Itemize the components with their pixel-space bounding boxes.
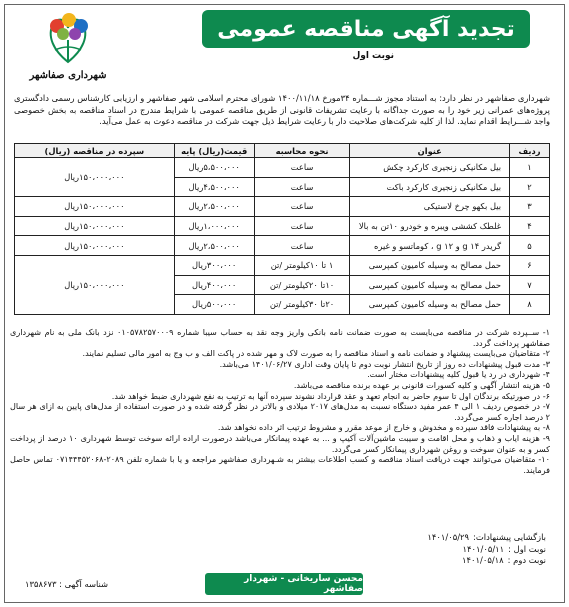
- row-deposit: ۱۵۰،۰۰۰،۰۰۰ریال: [15, 236, 175, 256]
- edition-label: نوبت اول: [352, 51, 394, 61]
- dates-block: [427, 532, 546, 567]
- col-method: نحوه محاسبه: [254, 144, 350, 158]
- row-number: ۶: [510, 255, 550, 275]
- second-edition-date: [427, 555, 546, 567]
- table-row: [15, 197, 550, 217]
- second-edition-label: نوبت دوم :: [507, 555, 546, 566]
- table-row: [15, 236, 550, 256]
- row-number: ۲: [510, 177, 550, 197]
- opening-date: [427, 532, 546, 544]
- conditions-list: [10, 327, 550, 475]
- col-deposit: سپرده در مناقصه (ریال): [15, 144, 175, 158]
- row-number: ۸: [510, 295, 550, 315]
- ad-header: [5, 5, 564, 89]
- row-method: ساعت: [254, 177, 350, 197]
- ad-code: شناسه آگهی : ۱۳۵۸۶۷۳: [25, 579, 109, 589]
- row-title: غلطک کششی ویبره و خودرو ۱۰تن به بالا: [350, 216, 510, 236]
- condition-item: ۹- هزینه ایاب و ذهاب و محل اقامت و سیبت ماشین‌آلات آکیپ و ... به عهده پیمانکار می‌باشد درصورت اراده ارائه سوخت توسط شهرداری ۱۰ درصد از پرداخت کسر و به عنوان سوخت و روغن شهرداری پیمانکار کسر می‌گردد.: [10, 432, 550, 454]
- municipality-logo: [27, 10, 109, 90]
- condition-item: ۳- مدت قبول پیشنهادات ده روز از تاریخ انتشار نوبت دوم تا پایان وقت اداری ۱۴۰۱/۰۶/۲۷ می‌باشد.: [219, 358, 550, 369]
- col-row: ردیف: [510, 144, 550, 158]
- ad-title: تجدید آگهی مناقصه عمومی: [202, 10, 530, 48]
- row-price: ۳۰۰،۰۰۰ریال: [174, 255, 254, 275]
- first-edition-value: ۱۴۰۱/۰۵/۱۱: [462, 543, 505, 554]
- condition-item: ۵- هزینه انتشار آگهی و کلیه کسورات قانونی بر عهده برنده مناقصه می‌باشد.: [293, 379, 550, 390]
- row-title: حمل مصالح به وسیله کامیون کمپرسی: [350, 275, 510, 295]
- row-price: ۴،۵۰۰،۰۰۰ریال: [174, 177, 254, 197]
- row-price: ۵،۵۰۰،۰۰۰ریال: [174, 158, 254, 178]
- col-price: قیمت(ریال) پایه: [174, 144, 254, 158]
- row-deposit: ۱۵۰،۰۰۰،۰۰۰ریال: [15, 255, 175, 314]
- row-price: ۲،۵۰۰،۰۰۰ریال: [174, 236, 254, 256]
- row-price: ۱،۰۰۰،۰۰۰ریال: [174, 216, 254, 236]
- row-method: ۱۰تا ۲۰کیلومتر /تن: [254, 275, 350, 295]
- condition-item: ۷- در خصوص ردیف ۱ الی ۴ عمر مفید دستگاه نسبت به مدل‌های ۲۰۱۷ میلادی و بالاتر در نظر گرفته شده و در صورت استفاده از مدل‌های پایین به ازای هر سال ۲ درصد اجاره کسر می‌گردد.: [10, 401, 551, 422]
- row-number: ۳: [510, 197, 550, 217]
- logo-text: شهرداری صفاشهر: [29, 70, 107, 81]
- row-number: ۷: [510, 275, 550, 295]
- row-title: حمل مصالح به وسیله کامیون کمپرسی: [350, 255, 510, 275]
- row-method: ۲۰تا ۳۰کیلومتر /تن: [254, 295, 350, 315]
- row-number: ۵: [510, 236, 550, 256]
- row-title: بیل مکانیکی زنجیری کارکرد باکت: [350, 177, 510, 197]
- condition-item: ۴- شهرداری در رد یا قبول کلیه پیشنهادات مختار است.: [367, 369, 550, 380]
- intro-paragraph: شهرداری صفاشهر در نظر دارد: به استناد مجوز شـــماره ۳۴مورخ ۱۴۰۰/۱۱/۱۸ شورای محترم اسلامی شهر صفاشهر و ارزیابی کارشناس رسمی دادگستری پروژه‌های عمرانی زیر خود را به صورت جداگانه با رعایت تشریفات قانونی از طریق مناقصه عمومی با شرایط مندرج در اسناد مناقصه به بخش خصوصی واجد شـــرایط اقدام نماید. لذا از کلیه شرکت‌های صلاحیت دار با رعایت شرایط ذیل جهت شرکت در مناقصه دعوت به عمل می‌آید.: [14, 93, 550, 127]
- mayor-signature: محسن ساریخانی - شهردار صفاشهر: [205, 573, 363, 595]
- table-row: [15, 216, 550, 236]
- row-method: ساعت: [254, 158, 350, 178]
- row-method: ۱ تا ۱۰کیلومتر /تن: [254, 255, 350, 275]
- row-deposit: ۱۵۰،۰۰۰،۰۰۰ریال: [15, 197, 175, 217]
- row-number: ۴: [510, 216, 550, 236]
- condition-item: ۲- متقاضیان می‌بایست پیشنهاد و ضمانت نامه و اسناد مناقصه را به صورت لاک و مهر شده در پاکت الف و ب وج به امور مالی تسلیم نمایند.: [82, 348, 550, 359]
- opening-date-label: بازگشایی پیشنهادات:: [473, 532, 546, 542]
- second-edition-value: ۱۴۰۱/۰۵/۱۸: [462, 555, 504, 566]
- row-method: ساعت: [254, 197, 350, 217]
- row-title: گریدر ۱۴ g و ۱۲ g ، کوماتسو و غیره: [350, 236, 510, 256]
- row-price: ۴۰۰،۰۰۰ریال: [174, 275, 254, 295]
- advertisement: [4, 4, 565, 603]
- row-deposit: ۱۵۰،۰۰۰،۰۰۰ریال: [15, 216, 175, 236]
- row-method: ساعت: [254, 216, 350, 236]
- table-row: [15, 158, 550, 178]
- condition-item: ۱۰- متقاضیان می‌توانند جهت دریافت اسناد مناقصه و کسب اطلاعات بیشتر به شـهرداری صفاشهر مراجعه و یا با شماره تلفن ۲۰۸۹-۰۷۱۴۴۴۵۲۰۶۸ تماس حاصل فرمایند.: [10, 454, 550, 475]
- row-title: بیل بکهو چرخ لاستیکی: [350, 197, 510, 217]
- row-price: ۵۰۰،۰۰۰ریال: [174, 295, 254, 315]
- col-title: عنوان: [350, 144, 510, 158]
- opening-date-value: ۱۴۰۱/۰۵/۲۹: [427, 532, 470, 542]
- condition-item: ۶- در صورتیکه برندگان اول تا سوم حاضر به انجام تعهد و عقد قرارداد نشوند سپرده آنها به ترتیب به نفع شهرداری ضبط خواهد شد.: [111, 390, 550, 401]
- row-title: حمل مصالح به وسیله کامیون کمپرسی: [350, 295, 510, 315]
- row-deposit: ۱۵۰،۰۰۰،۰۰۰ریال: [15, 158, 175, 197]
- row-title: بیل مکانیکی زنجیری کارکرد چکش: [350, 158, 510, 178]
- municipality-emblem-icon: [33, 10, 103, 68]
- table-row: [15, 255, 550, 275]
- table-header-row: [15, 144, 550, 158]
- row-price: ۲،۵۰۰،۰۰۰ریال: [174, 197, 254, 217]
- condition-item: ۸- به پیشنهادات فاقد سپرده و مخدوش و خارج از موعد مقرر و مشروط ترتیب اثر داده نخواهد شد.: [217, 422, 550, 433]
- row-method: ساعت: [254, 236, 350, 256]
- row-number: ۱: [510, 158, 550, 178]
- items-table: [14, 143, 550, 315]
- first-edition-label: نوبت اول :: [508, 543, 546, 554]
- condition-item: ۱- ســپرده شرکت در مناقصه می‌بایست به صورت ضمانت نامه بانکی واریز وجه نقد به حساب سیبا شماره ۰۱۰۵۷۸۲۵۷۰۰۰۹ نزد بانک ملی به نام شهرداری صفاشهر پرداخت گردد.: [10, 327, 550, 348]
- first-edition-date: [427, 544, 546, 556]
